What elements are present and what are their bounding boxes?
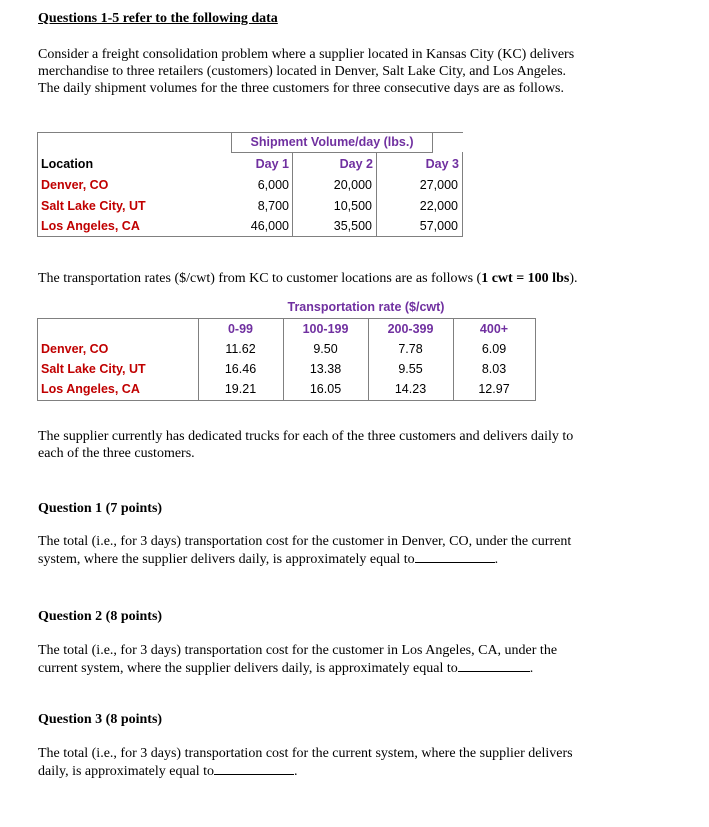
intro-line: merchandise to three retailers (customers) located in Denver, Salt Lake City, and Los Angeles. xyxy=(38,64,567,79)
rate-cell: 16.05 xyxy=(309,382,342,396)
rate-cell: 13.38 xyxy=(309,362,342,376)
location-denver: Denver, CO xyxy=(41,342,109,356)
cwt-definition: 1 cwt = 100 lbs xyxy=(481,271,570,286)
location-los-angeles: Los Angeles, CA xyxy=(41,382,140,396)
rate-cell: 11.62 xyxy=(225,342,256,356)
location-salt-lake-city: Salt Lake City, UT xyxy=(41,362,146,376)
rate-cell: 19.21 xyxy=(224,382,257,396)
rate-cell: 7.78 xyxy=(398,342,423,356)
volume-cell: 27,000 xyxy=(419,178,458,192)
volume-cell: 22,000 xyxy=(419,199,458,213)
bracket-header: 0-99 xyxy=(227,322,254,336)
location-salt-lake-city: Salt Lake City, UT xyxy=(41,199,146,213)
rate-cell: 8.03 xyxy=(481,362,507,376)
volume-table-title: Shipment Volume/day (lbs.) xyxy=(250,135,414,149)
day-2-header: Day 2 xyxy=(339,157,373,171)
bracket-header: 100-199 xyxy=(302,322,349,336)
bracket-header: 200-399 xyxy=(387,322,434,336)
location-header: Location xyxy=(41,157,94,171)
answer-blank-3[interactable] xyxy=(214,762,294,775)
rate-cell: 9.55 xyxy=(398,362,423,376)
day-3-header: Day 3 xyxy=(425,157,459,171)
intro-line: The daily shipment volumes for the three customers for three consecutive days are as follows. xyxy=(38,81,565,96)
volume-cell: 35,500 xyxy=(333,219,372,233)
answer-blank-2[interactable] xyxy=(458,659,530,672)
intro-line: Consider a freight consolidation problem where a supplier located in Kansas City (KC) delivers xyxy=(38,47,575,62)
intro-paragraph xyxy=(38,46,678,97)
question-2-text: The total (i.e., for 3 days) transportation cost for the customer in Los Angeles, CA, under the current system, where the supplier delivers daily, is approximately equal to . xyxy=(38,643,558,676)
bracket-header: 400+ xyxy=(479,322,509,336)
question-3-title: Question 3 (8 points) xyxy=(38,712,163,727)
question-1-text: The total (i.e., for 3 days) transportation cost for the customer in Denver, CO, under the current system, where the supplier delivers daily, is approximately equal to . xyxy=(38,534,572,567)
location-los-angeles: Los Angeles, CA xyxy=(41,219,140,233)
rate-cell: 9.50 xyxy=(313,342,338,356)
question-2-title: Question 2 (8 points) xyxy=(38,609,163,624)
rate-table-title: Transportation rate ($/cwt) xyxy=(287,300,445,314)
volume-cell: 57,000 xyxy=(419,219,458,233)
question-3-text: The total (i.e., for 3 days) transportation cost for the current system, where the supplier delivers daily, is approximately equal to . xyxy=(38,746,573,779)
volume-cell: 8,700 xyxy=(257,199,289,213)
volume-cell: 6,000 xyxy=(257,178,289,192)
rate-cell: 14.23 xyxy=(394,382,427,396)
section-heading: Questions 1-5 refer to the following data xyxy=(38,11,278,26)
rate-cell: 16.46 xyxy=(224,362,257,376)
answer-blank-1[interactable] xyxy=(415,550,495,563)
rate-cell: 12.97 xyxy=(478,382,510,396)
question-1-title: Question 1 (7 points) xyxy=(38,501,163,516)
volume-cell: 10,500 xyxy=(333,199,372,213)
rates-intro: The transportation rates ($/cwt) from KC to customer locations are as follows (1 cwt = 100 lbs). xyxy=(38,271,578,286)
rate-cell: 6.09 xyxy=(481,342,507,356)
volume-cell: 46,000 xyxy=(250,219,289,233)
volume-cell: 20,000 xyxy=(333,178,372,192)
current-system-paragraph: The supplier currently has dedicated trucks for each of the three customers and delivers daily to each of the three customers. xyxy=(38,429,574,461)
location-denver: Denver, CO xyxy=(41,178,109,192)
day-1-header: Day 1 xyxy=(255,157,289,171)
